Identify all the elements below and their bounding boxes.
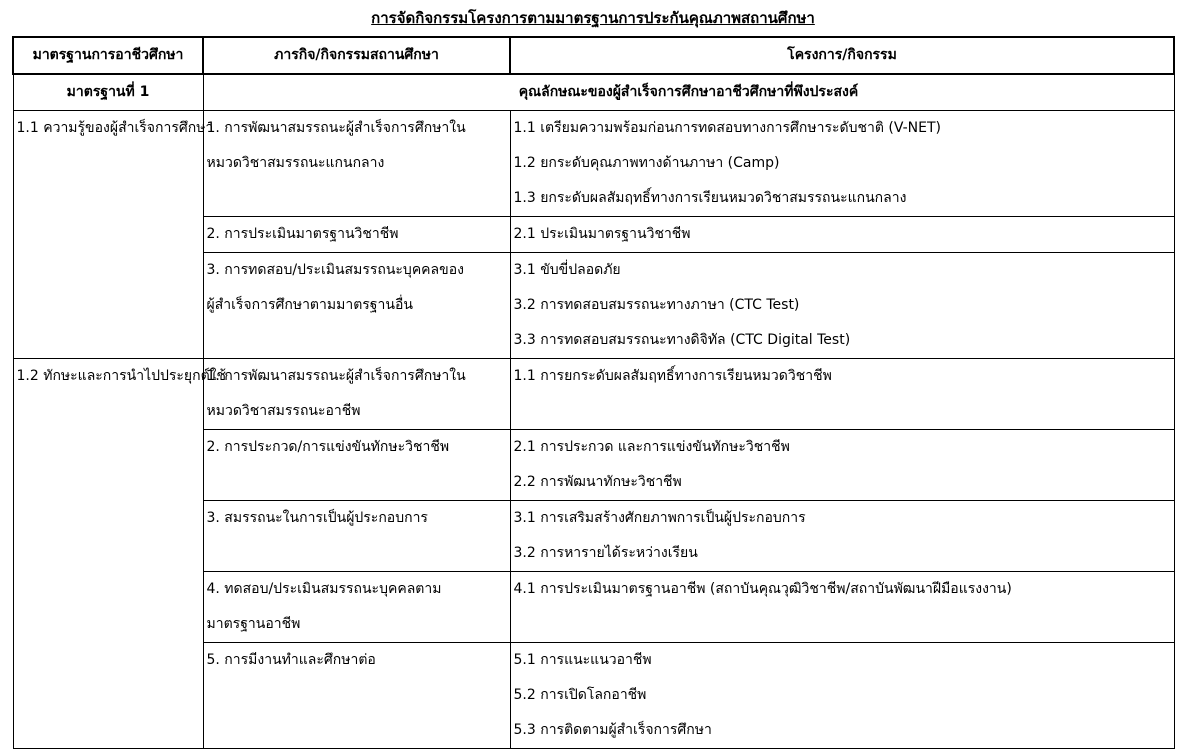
mission-text: 1. การพัฒนาสมรรถนะผู้สำเร็จการศึกษาใน (206, 368, 466, 384)
mission-row (13, 359, 1174, 430)
projects-cell (510, 217, 1174, 253)
mission-text: ผู้สำเร็จการศึกษาตามมาตรฐานอื่น (206, 297, 413, 313)
projects-cell (510, 111, 1174, 217)
mission-text: 1. การพัฒนาสมรรถนะผู้สำเร็จการศึกษาใน (206, 120, 466, 136)
project-item: 5.3 การติดตามผู้สำเร็จการศึกษา (513, 722, 712, 738)
mission-text: 2. การประเมินมาตรฐานวิชาชีพ (206, 226, 399, 242)
project-item: 3.1 ขับขี่ปลอดภัย (513, 262, 621, 278)
project-item: 2.1 ประเมินมาตรฐานวิชาชีพ (513, 226, 691, 242)
mission-text: 2. การประกวด/การแข่งขันทักษะวิชาชีพ (206, 439, 450, 455)
standard-label: มาตรฐานที่ 1 (13, 74, 203, 111)
mission-text: หมวดวิชาสมรรถนะอาชีพ (206, 403, 361, 419)
mission-cell (203, 359, 510, 430)
projects-cell (510, 253, 1174, 359)
projects-cell (510, 501, 1174, 572)
section-label: 1.2 ทักษะและการนำไปประยุกต์ใช้ (13, 359, 203, 749)
mission-text: 3. การทดสอบ/ประเมินสมรรถนะบุคคลของ (206, 262, 464, 278)
project-item: 4.1 การประเมินมาตรฐานอาชีพ (สถาบันคุณวุฒิวิชาชีพ/สถาบันพัฒนาฝีมือแรงงาน) (513, 581, 1012, 597)
project-item: 1.3 ยกระดับผลสัมฤทธิ์ทางการเรียนหมวดวิชาสมรรถนะแกนกลาง (513, 190, 907, 206)
mission-text: 5. การมีงานทำและศึกษาต่อ (206, 652, 376, 668)
project-item: 1.1 การยกระดับผลสัมฤทธิ์ทางการเรียนหมวดวิชาชีพ (513, 368, 832, 384)
mission-cell (203, 501, 510, 572)
mission-text: 4. ทดสอบ/ประเมินสมรรถนะบุคคลตาม (206, 581, 442, 597)
project-item: 3.2 การหารายได้ระหว่างเรียน (513, 545, 698, 561)
standards-table (12, 36, 1175, 749)
section-label: 1.1 ความรู้ของผู้สำเร็จการศึกษา (13, 111, 203, 359)
project-item: 5.1 การแนะแนวอาชีพ (513, 652, 652, 668)
mission-cell (203, 572, 510, 643)
mission-cell (203, 253, 510, 359)
projects-cell (510, 643, 1174, 749)
header-projects: โครงการ/กิจกรรม (510, 37, 1174, 74)
header-standard: มาตรฐานการอาชีวศึกษา (13, 37, 203, 74)
projects-cell (510, 359, 1174, 430)
standard-description: คุณลักษณะของผู้สำเร็จการศึกษาอาชีวศึกษาที่พึงประสงค์ (203, 74, 1174, 111)
mission-text: หมวดวิชาสมรรถนะแกนกลาง (206, 155, 385, 171)
project-item: 3.1 การเสริมสร้างศักยภาพการเป็นผู้ประกอบการ (513, 510, 806, 526)
project-item: 5.2 การเปิดโลกอาชีพ (513, 687, 647, 703)
mission-text: 3. สมรรถนะในการเป็นผู้ประกอบการ (206, 510, 428, 526)
mission-cell (203, 430, 510, 501)
project-item: 2.2 การพัฒนาทักษะวิชาชีพ (513, 474, 682, 490)
project-item: 2.1 การประกวด และการแข่งขันทักษะวิชาชีพ (513, 439, 790, 455)
projects-cell (510, 572, 1174, 643)
project-item: 3.3 การทดสอบสมรรถนะทางดิจิทัล (CTC Digital Test) (513, 332, 851, 348)
projects-cell (510, 430, 1174, 501)
mission-cell (203, 111, 510, 217)
project-item: 1.2 ยกระดับคุณภาพทางด้านภาษา (Camp) (513, 155, 780, 171)
project-item: 1.1 เตรียมความพร้อมก่อนการทดสอบทางการศึกษาระดับชาติ (V-NET) (513, 120, 941, 136)
header-mission: ภารกิจ/กิจกรรมสถานศึกษา (203, 37, 510, 74)
project-item: 3.2 การทดสอบสมรรถนะทางภาษา (CTC Test) (513, 297, 800, 313)
mission-text: มาตรฐานอาชีพ (206, 616, 301, 632)
standard-row (13, 74, 1174, 111)
document-title: การจัดกิจกรรมโครงการตามมาตรฐานการประกันคุณภาพสถานศึกษา (371, 9, 815, 27)
mission-cell (203, 643, 510, 749)
mission-row (13, 111, 1174, 217)
mission-cell (203, 217, 510, 253)
table-header-row (13, 37, 1174, 74)
